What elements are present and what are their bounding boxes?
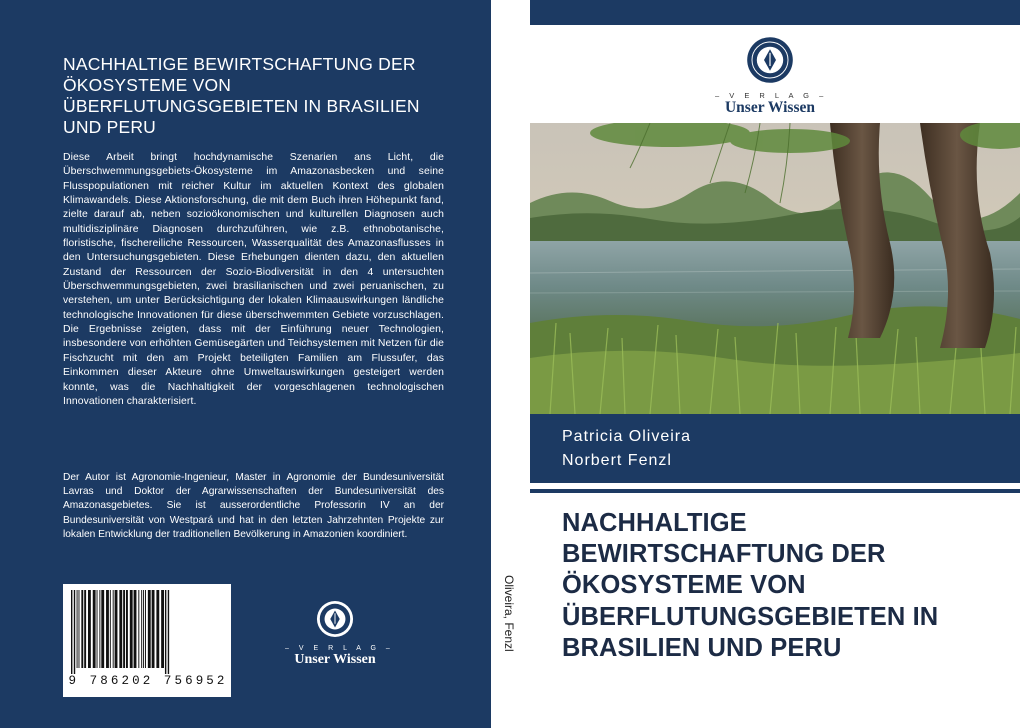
barcode-bar <box>123 590 125 668</box>
barcode-bar <box>119 590 122 668</box>
publisher-name: Unser Wissen <box>294 652 376 667</box>
front-cover-title: NACHHALTIGE BEWIRTSCHAFTUNG DER ÖKOSYSTEME VON ÜBERFLUTUNGSGEBIETEN IN BRASILIEN UND PERU <box>562 509 939 662</box>
barcode-bar <box>115 590 118 668</box>
barcode <box>63 584 231 697</box>
barcode-bar <box>74 590 75 674</box>
barcode-bar <box>81 590 83 668</box>
barcode-bar <box>97 590 98 668</box>
divider-rule <box>530 489 1020 493</box>
author-band <box>530 414 1020 483</box>
barcode-bar <box>152 590 155 668</box>
back-cover-title: NACHHALTIGE BEWIRTSCHAFTUNG DER ÖKOSYSTEME VON ÜBERFLUTUNGSGEBIETEN IN BRASILIEN UND PERU <box>63 54 420 137</box>
barcode-bar <box>161 590 164 668</box>
barcode-bar <box>79 590 80 668</box>
barcode-bar <box>141 590 142 668</box>
barcode-bar <box>71 590 72 674</box>
barcode-bar <box>110 590 111 668</box>
barcode-bar <box>84 590 86 668</box>
barcode-bar <box>113 590 114 668</box>
barcode-number: 9 786202 756952 <box>68 674 228 688</box>
barcode-bar <box>148 590 151 668</box>
cover-photo <box>530 123 1020 414</box>
barcode-bar <box>165 590 166 674</box>
barcode-bar <box>168 590 169 674</box>
barcode-bar <box>93 590 96 668</box>
author-bio: Der Autor ist Agronomie-Ingenieur, Master in Agronomie der Bundesuniversität Lavras und Doktor der Agrarwissenschaften der Bundesuniversität des Amazonasgebietes. Sie ist ausserordentliche Professorin IV an der Bundesuniversität von Westpará und hat in den letzten Jahrzehnten Projekte zur lokalen Entwicklung der traditionellen Bevölkerung in Amazonien koordiniert. <box>63 472 444 540</box>
barcode-bar <box>88 590 91 668</box>
barcode-bar <box>156 590 159 668</box>
author-name-1: Patricia Oliveira <box>562 428 692 445</box>
publisher-verlag-label: – V E R L A G – <box>285 645 394 652</box>
barcode-bar <box>99 590 100 668</box>
back-cover <box>0 0 491 728</box>
barcode-bar <box>130 590 133 668</box>
publisher-seal-icon <box>316 600 354 638</box>
author-name-2: Norbert Fenzl <box>562 452 672 469</box>
barcode-bar <box>106 590 109 668</box>
spine-authors: Oliveira, Fenzl <box>502 575 516 652</box>
back-cover-description: Diese Arbeit bringt hochdynamische Szenarien ans Licht, die Überschwemmungsgebiets-Ökosysteme im Amazonasbecken und seine Flusspopulationen mit reicher Kultur im aktuellen Kontext des globalen Klimawandels. Diese Aktionsforschung, die mit dem Buch ihren Höhepunkt fand, zielte darauf ab, neben sozioökonomischen und kulturellen Diagnosen auch multidisziplinäre Diagnosen durchzuführen, wie z.B. ethnobotanische, floristische, fischereiliche Ressourcen, Wasserqualität des Amazonasflusses in den Untersuchungsgebieten. Diese Erhebungen dienten dazu, den aktuellen Zustand der Ressourcen der Sozio-Biodiversität in den 4 untersuchten Überschwemmungsgebieten, zwei brasilianischen und zwei peruanischen, zu verstehen, um unter Berücksichtigung der lokalen Klimaauswirkungen ländliche technologische Innovationen für diese überschwemmten Gebiete vorzuschlagen. Die Ergebnisse zeigten, dass mit der Einführung neuer Technologien, insbesondere von erhöhten Gemüsegärten und Teichsystemen mit Netzen für die Fischzucht mit den am Projekt beteiligten Familien am Flussufer, das Einkommen dieser Akteure ohne Umweltauswirkungen gesteigert werden konnte, was die Nachhaltigkeit der vorgeschlagenen technologischen Innovationen charakterisiert. <box>63 152 445 407</box>
publisher-seal-icon <box>746 36 794 84</box>
barcode-bars <box>69 590 225 674</box>
barcode-bar <box>134 590 137 668</box>
barcode-bar <box>143 590 144 668</box>
barcode-bar <box>77 590 78 668</box>
publisher-logo-front <box>715 36 828 116</box>
barcode-bar <box>101 590 104 668</box>
barcode-bar <box>145 590 146 668</box>
publisher-logo-back <box>285 600 394 668</box>
barcode-bar <box>138 590 139 668</box>
barcode-bar <box>126 590 128 668</box>
spine <box>491 0 530 728</box>
publisher-name: Unser Wissen <box>724 99 815 116</box>
publisher-verlag-label: – V E R L A G – <box>715 91 828 100</box>
cover-photo-image <box>530 123 1020 414</box>
front-top-bar <box>530 0 1020 25</box>
